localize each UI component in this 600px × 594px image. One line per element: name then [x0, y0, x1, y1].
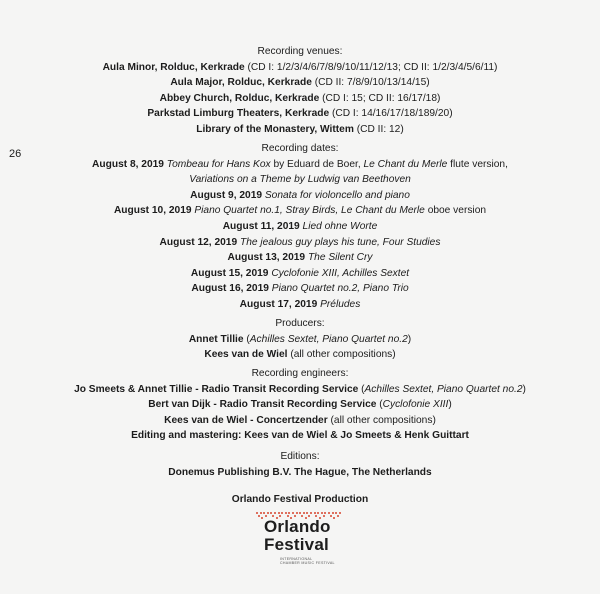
logo-dot [310, 512, 312, 514]
engineers-section [0, 366, 600, 444]
logo-wordmark [264, 518, 331, 554]
logo-dot [263, 512, 265, 514]
date-line: August 10, 2019 Piano Quartet no.1, Stray Birds, Le Chant du Merle oboe version [113, 205, 487, 217]
editions-heading: Editions: [280, 451, 320, 462]
logo-dot [256, 512, 258, 514]
page-number: 26 [9, 148, 22, 160]
date-line: August 8, 2019 Tombeau for Hans Kox by Eduard de Boer, Le Chant du Merle flute version, [92, 158, 508, 170]
producers-heading: Producers: [275, 318, 325, 329]
logo-line1: Orlando [264, 517, 331, 536]
production-line: Orlando Festival Production [231, 494, 369, 505]
logo-dot [339, 512, 341, 514]
logo-dot [285, 512, 287, 514]
logo-dot [332, 512, 334, 514]
orlando-festival-logo [250, 512, 350, 582]
producer-line: Kees van de Wiel (all other compositions) [204, 349, 396, 361]
logo-dot [299, 512, 301, 514]
venues-heading: Recording venues: [257, 46, 343, 57]
engineer-line: Bert van Dijk - Radio Transit Recording Service (Cyclofonie XIII) [148, 399, 452, 411]
date-line: August 11, 2019 Lied ohne Worte [222, 220, 378, 232]
logo-dot [333, 517, 335, 519]
logo-dot [324, 512, 326, 514]
logo-dot [314, 512, 316, 514]
venue-line: Aula Minor, Rolduc, Kerkrade (CD I: 1/2/3/4/6/7/8/9/10/11/12/13; CD II: 1/2/3/4/5/6/11) [102, 61, 498, 73]
logo-dot [337, 515, 339, 517]
logo-dot [303, 512, 305, 514]
logo-dot [260, 512, 262, 514]
logo-dot [281, 512, 283, 514]
dates-section [0, 141, 600, 313]
logo-dot [306, 512, 308, 514]
logo-dot [317, 512, 319, 514]
logo-dot [274, 512, 276, 514]
engineer-line: Editing and mastering: Kees van de Wiel & Jo Smeets & Henk Guittart [131, 430, 469, 442]
logo-dot [267, 512, 269, 514]
venue-line: Parkstad Limburg Theaters, Kerkrade (CD I: 14/16/17/18/189/20) [147, 108, 453, 120]
date-line: August 17, 2019 Préludes [239, 298, 361, 310]
date-line: August 15, 2019 Cyclofonie XIII, Achilles Sextet [190, 267, 410, 279]
logo-dot [328, 512, 330, 514]
editions-line: Donemus Publishing B.V. The Hague, The Netherlands [168, 466, 432, 478]
date-line: August 13, 2019 The Silent Cry [227, 252, 373, 264]
producer-line: Annet Tillie (Achilles Sextet, Piano Quartet no.2) [188, 333, 412, 345]
date-line: Variations on a Theme by Ludwig van Beethoven [189, 174, 411, 186]
producers-section [0, 316, 600, 363]
logo-line2: Festival [264, 535, 329, 554]
engineer-line: Kees van de Wiel - Concertzender (all other compositions) [164, 414, 436, 426]
engineers-heading: Recording engineers: [251, 368, 349, 379]
logo-dot [335, 512, 337, 514]
logo-dot [270, 512, 272, 514]
venues-list [0, 60, 600, 138]
venue-line: Abbey Church, Rolduc, Kerkrade (CD I: 15; CD II: 16/17/18) [159, 92, 441, 104]
logo-dot [288, 512, 290, 514]
editions-section [0, 449, 600, 480]
logo-dot [321, 512, 323, 514]
engineer-line: Jo Smeets & Annet Tillie - Radio Transit Recording Service (Achilles Sextet, Piano Quartet no.2) [74, 383, 526, 395]
date-line: August 12, 2019 The jealous guy plays his tune, Four Studies [159, 236, 441, 248]
logo-dot [258, 515, 260, 517]
logo-subtitle: INTERNATIONAL CHAMBER MUSIC FESTIVAL [280, 557, 335, 565]
venue-line: Aula Major, Rolduc, Kerkrade (CD II: 7/8/9/10/13/14/15) [170, 77, 430, 89]
logo-dot [292, 512, 294, 514]
venue-line: Library of the Monastery, Wittem (CD II: 12) [196, 123, 404, 135]
logo-dot [278, 512, 280, 514]
logo-dot [296, 512, 298, 514]
dates-heading: Recording dates: [261, 143, 339, 154]
date-line: August 9, 2019 Sonata for violoncello and piano [190, 189, 410, 201]
date-line: August 16, 2019 Piano Quartet no.2, Piano Trio [191, 283, 409, 295]
production-section [0, 492, 600, 508]
venues-section [0, 44, 600, 138]
